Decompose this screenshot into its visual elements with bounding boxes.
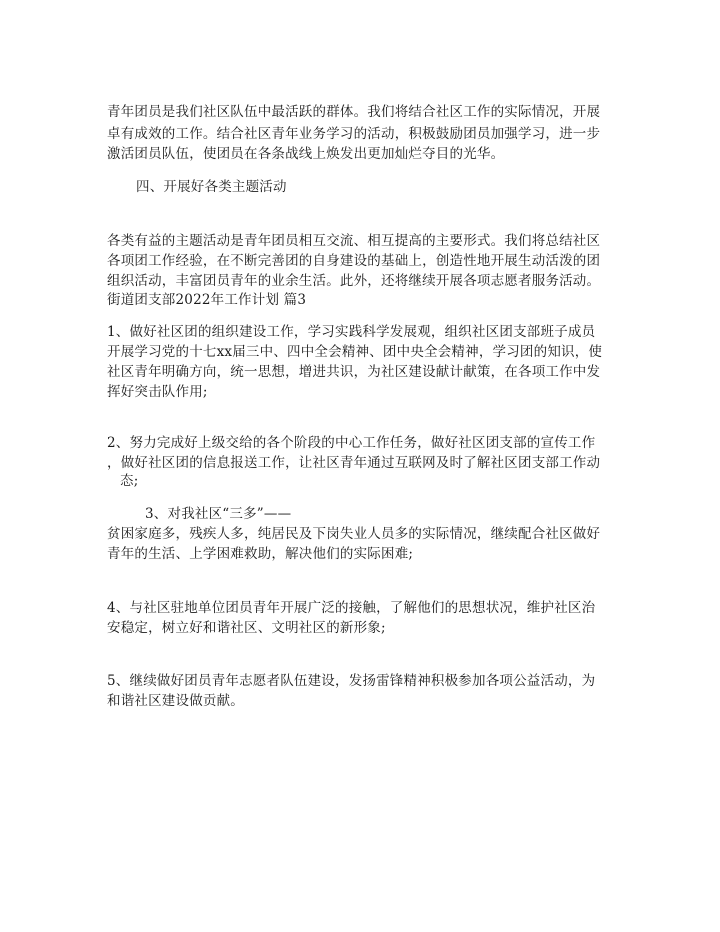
section-heading: 四、开展好各类主题活动 (136, 179, 287, 195)
paragraph-line: 组织活动，丰富团员青年的业余生活。此外，还将继续开展各项志愿者服务活动。 (107, 273, 601, 289)
list-item-line: 贫困家庭多，残疾人多，纯居民及下岗失业人员多的实际情况，继续配合社区做好 (107, 526, 601, 542)
list-item-line: 态; (120, 473, 139, 489)
list-item-line: 3、对我社区“三多”—— (145, 506, 292, 522)
list-item-line: 挥好突击队作用; (107, 384, 208, 400)
list-item-line: 1、做好社区团的组织建设工作，学习实践科学发展观，组织社区团支部班子成员 (107, 324, 596, 340)
paragraph-line: 卓有成效的工作。结合社区青年业务学习的活动，积极鼓励团员加强学习，进一步 (107, 126, 601, 142)
section-title: 街道团支部2022年工作计划 篇3 (107, 292, 307, 308)
list-item-line: 5、继续做好团员青年志愿者队伍建设，发扬雷锋精神积极参加各项公益活动，为 (107, 673, 596, 689)
list-item-line: 青年的生活、上学困难救助，解决他们的实际困难; (107, 546, 414, 562)
list-item-line: 社区青年明确方向，统一思想，增进共识，为社区建设献计献策，在各项工作中发 (107, 364, 601, 380)
list-item-line: 和谐社区建设做贡献。 (107, 693, 244, 709)
paragraph-line: 激活团员队伍，使团员在各条战线上焕发出更加灿烂夺目的光华。 (107, 146, 505, 162)
list-item-line: ，做好社区团的信息报送工作，让社区青年通过互联网及时了解社区团支部工作动 (107, 455, 601, 471)
paragraph-line: 青年团员是我们社区队伍中最活跃的群体。我们将结合社区工作的实际情况，开展 (107, 104, 601, 120)
list-item-line: 开展学习党的十七xx届三中、四中全会精神、团中央全会精神，学习团的知识，使 (107, 344, 603, 360)
list-item-line: 4、与社区驻地单位团员青年开展广泛的接触，了解他们的思想状况，维护社区治 (107, 600, 596, 616)
paragraph-line: 各项团工作经验，在不断完善团的自身建设的基础上，创造性地开展生动活泼的团 (107, 253, 601, 269)
paragraph-line: 各类有益的主题活动是青年团员相互交流、相互提高的主要形式。我们将总结社区 (107, 233, 601, 249)
list-item-line: 2、努力完成好上级交给的各个阶段的中心工作任务，做好社区团支部的宣传工作 (107, 435, 596, 451)
list-item-line: 安稳定，树立好和谐社区、文明社区的新形象; (107, 620, 386, 636)
